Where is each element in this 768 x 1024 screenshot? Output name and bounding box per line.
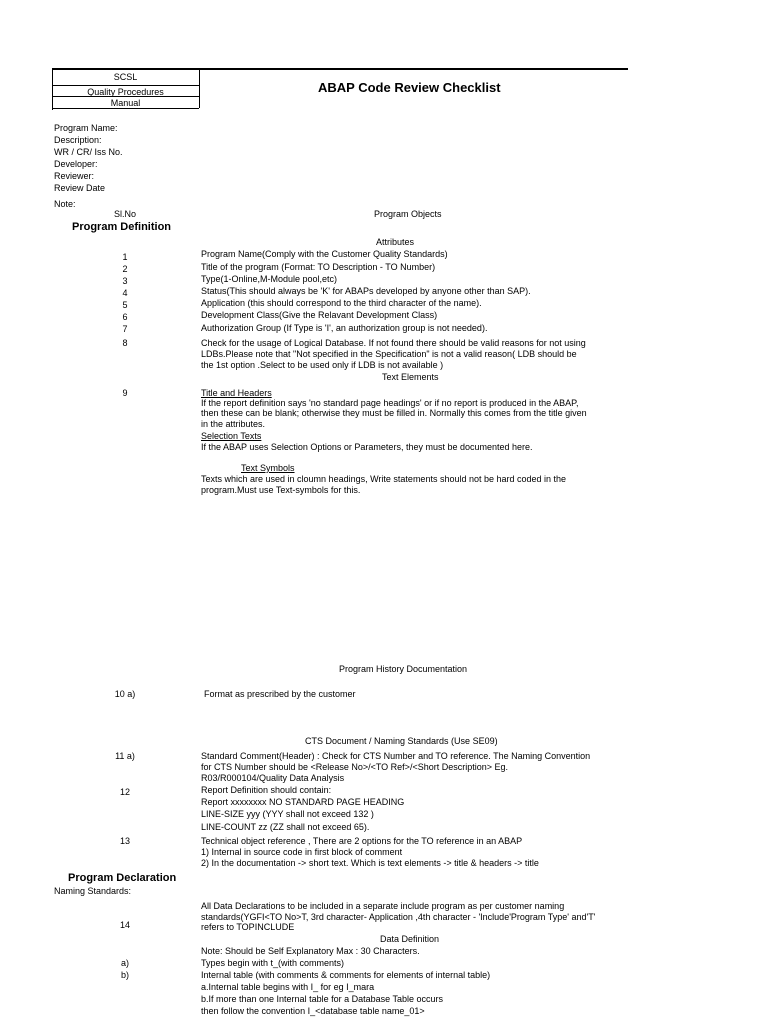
item-no: 2	[122, 264, 128, 274]
item-text-line: refers to TOPINCLUDE	[201, 922, 295, 932]
text-symbols-subheading: Text Symbols	[241, 463, 295, 473]
item-no: 4	[122, 288, 128, 298]
item-no: b)	[120, 970, 129, 980]
item-text-line: Standard Comment(Header) : Check for CTS Number and TO reference. The Naming Convention	[201, 751, 591, 761]
attributes-heading: Attributes	[376, 237, 415, 247]
item-text-line: then these can be blank; otherwise they must be filled in. Normally this comes from the title given	[201, 408, 587, 418]
item-text: Authorization Group (If Type is 'I', an authorization group is not needed).	[201, 323, 488, 333]
item-no: 3	[122, 276, 128, 286]
wr-label: WR / CR/ Iss No.	[54, 147, 123, 157]
item-text-line: R03/R000104/Quality Data Analysis	[201, 773, 345, 783]
quality-procedures: Quality Procedures	[87, 87, 164, 97]
item-no: 6	[122, 312, 128, 322]
selection-texts-subheading: Selection Texts	[201, 431, 262, 441]
program-definition-heading: Program Definition	[72, 221, 172, 233]
item-text-line: 1) Internal in source code in first block of comment	[201, 847, 403, 857]
slno-header: Sl.No	[114, 209, 137, 219]
item-no: 9	[122, 388, 128, 398]
data-definition-heading: Data Definition	[380, 934, 440, 944]
cts-heading: CTS Document / Naming Standards (Use SE09)	[305, 736, 498, 746]
program-name-label: Program Name:	[54, 123, 118, 133]
item-text: Type(1-Online,M-Module pool,etc)	[201, 274, 338, 284]
item-text-line: in the attributes.	[201, 419, 266, 429]
item-text-line: LINE-COUNT zz (ZZ shall not exceed 65).	[201, 822, 370, 832]
item-text-line: All Data Declarations to be included in a separate include program as per customer naming	[201, 901, 565, 911]
data-definition-note: Note: Should be Self Explanatory Max : 30 Characters.	[201, 946, 420, 956]
program-declaration-heading: Program Declaration	[68, 872, 177, 884]
item-text-line: LINE-SIZE yyy (YYY shall not exceed 132 )	[201, 809, 374, 819]
item-text: Status(This should always be 'K' for ABAPs developed by anyone other than SAP).	[201, 286, 531, 296]
item-text-line: If the ABAP uses Selection Options or Parameters, they must be documented here.	[201, 442, 533, 452]
item-text: Development Class(Give the Relavant Development Class)	[201, 310, 438, 320]
item-text-line: Check for the usage of Logical Database. If not found there should be valid reasons for not using	[201, 338, 586, 348]
item-text-line: 2) In the documentation -> short text. Which is text elements -> title & headers -> title	[201, 858, 539, 868]
text-elements-heading: Text Elements	[382, 372, 439, 382]
item-text-line: a.Internal table begins with I_ for eg I_mara	[201, 982, 375, 992]
document-title: ABAP Code Review Checklist	[318, 80, 501, 95]
item-text-line: then follow the convention I_<database table name_01>	[201, 1006, 425, 1016]
item-text-line: LDBs.Please note that "Not specified in the Specification" is not a valid reason( LDB should be	[201, 349, 577, 359]
title-headers-subheading: Title and Headers	[201, 388, 272, 398]
manual-label: Manual	[110, 98, 141, 108]
item-text-line: Texts which are used in cloumn headings, Write statements should not be hard coded in the	[201, 474, 567, 484]
developer-label: Developer:	[54, 159, 98, 169]
item-text: Types begin with t_(with comments)	[201, 958, 345, 968]
item-no: 11 a)	[115, 751, 135, 761]
item-text: Format as prescribed by the customer	[204, 689, 356, 699]
item-no: 8	[122, 338, 128, 348]
item-no: 1	[122, 252, 128, 262]
item-no: 7	[122, 324, 128, 334]
item-no: 5	[122, 300, 128, 310]
reviewer-label: Reviewer:	[54, 171, 95, 181]
item-no: 13	[119, 836, 130, 846]
item-text-line: program.Must use Text-symbols for this.	[201, 485, 361, 495]
item-no: 14	[119, 920, 130, 930]
item-no: 10 a)	[114, 689, 136, 699]
item-text-line: the 1st option .Select to be used only if LDB is not available )	[201, 360, 444, 370]
company-name: SCSL	[113, 72, 138, 82]
item-text-line: b.If more than one Internal table for a Database Table occurs	[201, 994, 443, 1004]
item-text-line: If the report definition says 'no standard page headings' or if no report is produced in the ABAP,	[201, 398, 579, 408]
description-label: Description:	[54, 135, 102, 145]
item-text: Program Name(Comply with the Customer Quality Standards)	[201, 249, 448, 259]
note-label: Note:	[54, 199, 76, 209]
review-date-label: Review Date	[54, 183, 106, 193]
item-text: Title of the program (Format: TO Description - TO Number)	[201, 262, 436, 272]
history-heading: Program History Documentation	[339, 664, 468, 674]
item-text-line: Technical object reference , There are 2 options for the TO reference in an ABAP	[201, 836, 523, 846]
naming-standards-label: Naming Standards:	[54, 886, 132, 896]
item-text-line: standards(YGFI<TO No>T, 3rd character- Application ,4th character - 'Include'Program Type' and'T'	[201, 912, 596, 922]
item-text: Application (this should correspond to the third character of the name).	[201, 298, 482, 308]
item-text-line: Internal table (with comments & comments for elements of internal table)	[201, 970, 491, 980]
item-no: 12	[119, 787, 130, 797]
item-no: a)	[120, 958, 129, 968]
item-text-line: Report Definition should contain:	[201, 785, 332, 795]
item-text-line: for CTS Number should be <Release No>/<TO Ref>/<Short Description> Eg.	[201, 762, 508, 772]
objects-header: Program Objects	[374, 209, 442, 219]
item-text-line: Report xxxxxxxx NO STANDARD PAGE HEADING	[201, 797, 405, 807]
